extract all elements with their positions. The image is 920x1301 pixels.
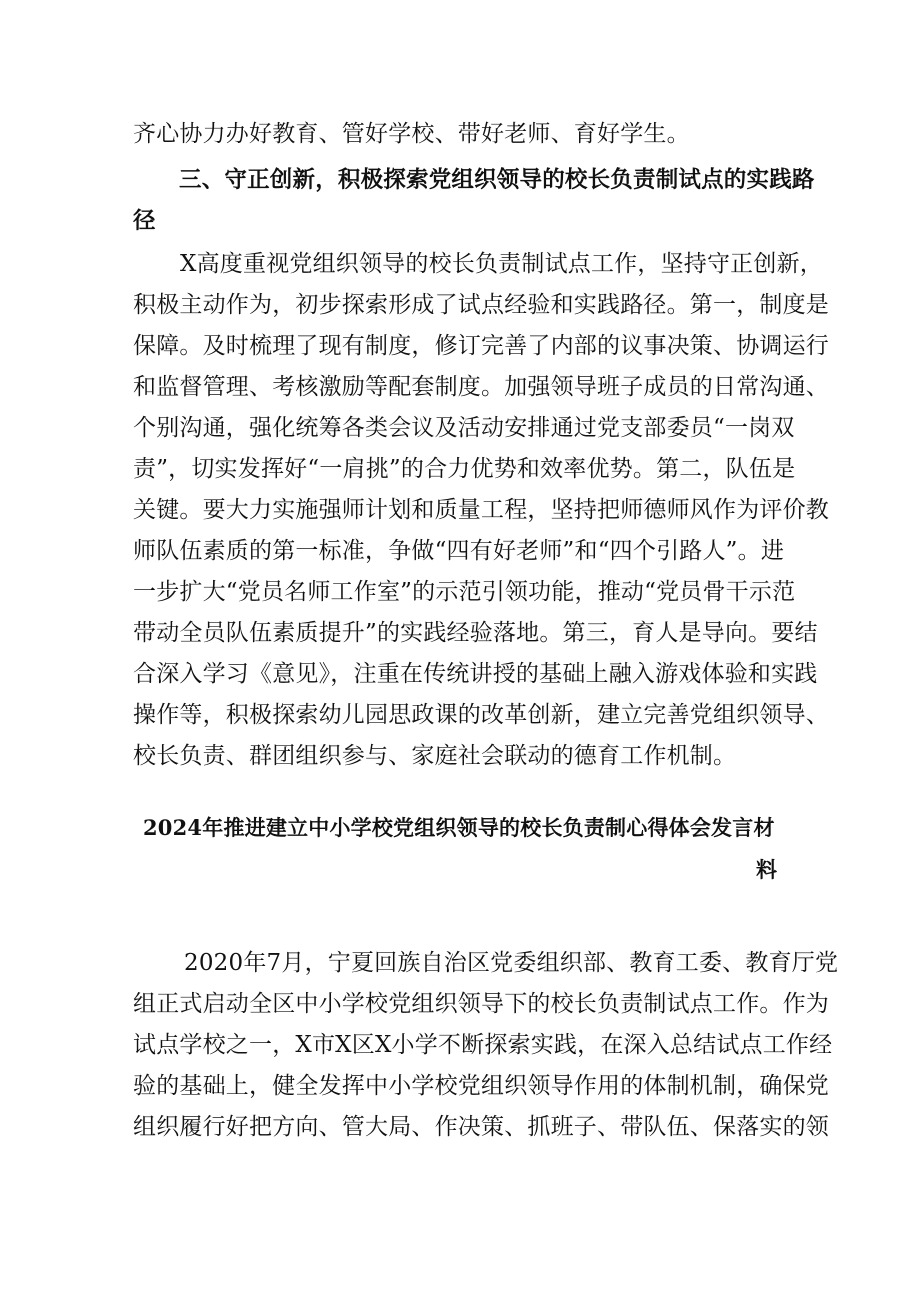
paragraph-line: 和监督管理、考核激励等配套制度。加强领导班子成员的日常沟通、 bbox=[133, 374, 829, 400]
section-heading-line-2: 径 bbox=[133, 208, 156, 234]
paragraph-line: 带动全员队伍素质提升”的实践经验落地。第三，育人是导向。要结 bbox=[133, 620, 818, 646]
paragraph-line: 师队伍素质的第一标准，争做“四有好老师”和“四个引路人”。进 bbox=[133, 538, 785, 564]
paragraph-line: 一步扩大“党员名师工作室”的示范引领功能，推动“党员骨干示范 bbox=[133, 579, 796, 605]
paragraph-line: 个别沟通，强化统筹各类会议及活动安排通过党支部委员“一岗双 bbox=[133, 415, 795, 441]
article-paragraph-line: 2020年7月，宁夏回族自治区党委组织部、教育工委、教育厅党 bbox=[184, 950, 839, 976]
article-title-line-2: 料 bbox=[756, 857, 778, 882]
paragraph-line: X高度重视党组织领导的校长负责制试点工作，坚持守正创新， bbox=[180, 251, 823, 277]
paragraph-line: 合深入学习《意见》，注重在传统讲授的基础上融入游戏体验和实践 bbox=[133, 661, 818, 687]
article-title-line-1: 2024年推进建立中小学校党组织领导的校长负责制心得体会发言材 bbox=[143, 815, 775, 840]
paragraph-line: 责”，切实发挥好“一肩挑”的合力优势和效率优势。第二，队伍是 bbox=[133, 456, 796, 482]
article-paragraph-line: 验的基础上，健全发挥中小学校党组织领导作用的体制机制，确保党 bbox=[133, 1073, 829, 1099]
paragraph-line: 积极主动作为，初步探索形成了试点经验和实践路径。第一，制度是 bbox=[133, 292, 829, 318]
article-paragraph-line: 组正式启动全区中小学校党组织领导下的校长负责制试点工作。作为 bbox=[133, 991, 829, 1017]
section-heading-line-1: 三、守正创新，积极探索党组织领导的校长负责制试点的实践路 bbox=[179, 167, 815, 193]
paragraph-line: 操作等，积极探索幼儿园思政课的改革创新，建立完善党组织领导、 bbox=[133, 702, 829, 728]
paragraph-line: 保障。及时梳理了现有制度，修订完善了内部的议事决策、协调运行 bbox=[133, 333, 829, 359]
lead-line: 齐心协力办好教育、管好学校、带好老师、育好学生。 bbox=[133, 121, 690, 147]
article-paragraph-line: 组织履行好把方向、管大局、作决策、抓班子、带队伍、保落实的领 bbox=[133, 1114, 829, 1140]
paragraph-line: 关键。要大力实施强师计划和质量工程，坚持把师德师风作为评价教 bbox=[133, 497, 829, 523]
paragraph-line: 校长负责、群团组织参与、家庭社会联动的德育工作机制。 bbox=[133, 743, 737, 769]
article-paragraph-line: 试点学校之一，X市X区X小学不断探索实践，在深入总结试点工作经 bbox=[133, 1032, 833, 1058]
